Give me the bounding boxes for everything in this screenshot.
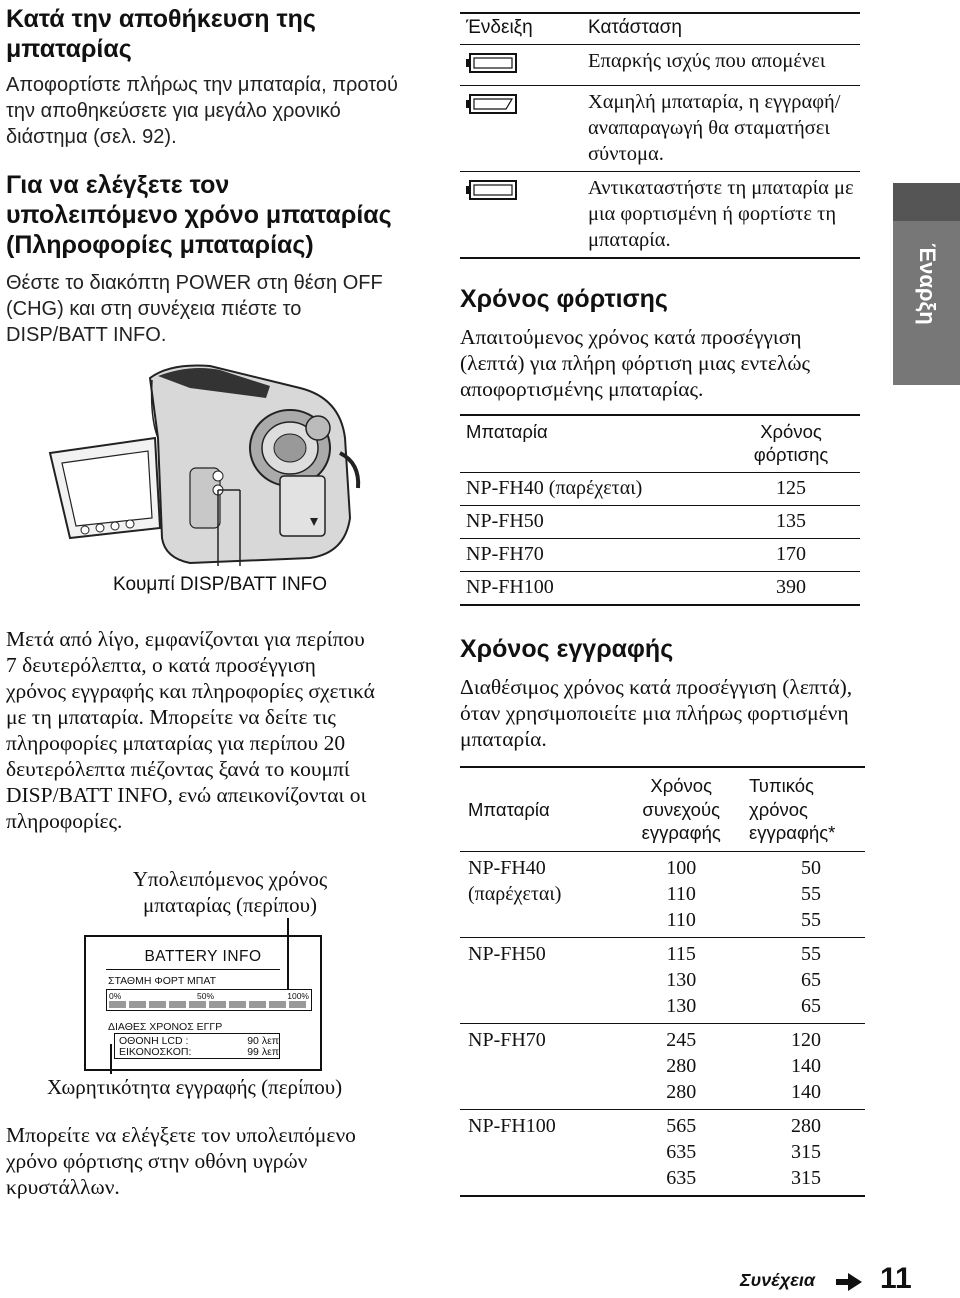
indicator-cell-icon — [460, 45, 582, 86]
indicator-cell-icon — [460, 172, 582, 259]
recording-text: Διαθέσιμος χρόνος κατά προσέγγιση (λεπτά), όταν χρησιμοποιείτε μια πλήρως φορτισμένη μπαταρία. — [460, 675, 853, 751]
charging-header-row — [460, 415, 860, 473]
recording-continuous-cell — [617, 1109, 745, 1196]
charging-time: 135 — [722, 506, 860, 539]
recording-typical-value: 140 — [791, 1080, 821, 1103]
recording-continuous-value: 130 — [666, 968, 697, 991]
charging-time: 125 — [722, 473, 860, 506]
indicator-row — [460, 86, 860, 172]
recording-header-typ-text: Τυπικός χρόνος εγγραφής* — [749, 775, 836, 843]
lcd-battery-bar — [108, 1001, 308, 1008]
storage-heading: Κατά την αποθήκευση της μπαταρίας — [6, 5, 316, 63]
charging-header-battery: Μπαταρία — [460, 415, 722, 473]
lcd-bar-segment — [229, 1001, 246, 1008]
camcorder-drawing — [40, 358, 370, 573]
lcd-bar-segment — [169, 1001, 186, 1008]
recording-row — [460, 1109, 865, 1196]
recording-continuous-cell — [617, 937, 745, 1023]
lcd-bar-segment — [269, 1001, 286, 1008]
recording-continuous-value: 280 — [666, 1080, 697, 1103]
battery-full-icon — [466, 52, 518, 74]
recording-heading: Χρόνος εγγραφής — [460, 635, 674, 663]
indicator-status: Χαμηλή μπαταρία, η εγγραφή/αναπαραγωγή θα σταματήσει σύντομα. — [582, 86, 860, 172]
side-tab-marker — [893, 183, 960, 221]
charging-header-time — [722, 415, 860, 473]
final-text: Μπορείτε να ελέγξετε τον υπολειπόμενο χρόνο φόρτισης στην οθόνη υγρών κρυστάλλων. — [6, 1123, 356, 1199]
recording-typical-value: 315 — [791, 1166, 821, 1189]
lcd-bar-segment — [249, 1001, 266, 1008]
lcd-vf-label: ΕΙΚΟΝΟΣΚΟΠ: — [119, 1046, 192, 1058]
charging-battery: NP-FH40 (παρέχεται) — [460, 473, 722, 506]
charging-row — [460, 473, 860, 506]
recording-battery: NP-FH70 — [460, 1023, 617, 1109]
camera-caption: Κουμπί DISP/BATT INFO — [113, 574, 328, 595]
recording-header-typ — [745, 767, 865, 851]
battery-low-icon — [466, 93, 518, 115]
indicator-header-status: Κατάσταση — [582, 13, 860, 45]
indicator-status: Επαρκής ισχύς που απομένει — [582, 45, 860, 86]
lcd-row-vf — [119, 1046, 191, 1058]
charging-time: 390 — [722, 572, 860, 606]
recording-typical-cell — [745, 851, 865, 937]
recording-continuous-value: 100 — [666, 856, 697, 879]
recording-battery: NP-FH100 — [460, 1109, 617, 1196]
recording-battery: NP-FH40 (παρέχεται) — [460, 851, 617, 937]
indicator-header-indicator: Ένδειξη — [460, 13, 582, 45]
indicator-header-row — [460, 13, 860, 45]
recording-continuous-value: 130 — [666, 994, 697, 1017]
recording-continuous-value: 115 — [666, 942, 696, 965]
recording-typical-value: 280 — [791, 1114, 821, 1137]
camcorder-illustration — [40, 358, 370, 573]
arrow-right-icon — [836, 1273, 862, 1291]
charging-battery: NP-FH100 — [460, 572, 722, 606]
recording-typical-value: 55 — [801, 882, 821, 905]
indicator-status: Αντικαταστήστε τη μπαταρία με μια φορτισμένη ή φορτίστε τη μπαταρία. — [582, 172, 860, 259]
recording-row — [460, 937, 865, 1023]
right-column — [460, 12, 870, 1197]
charging-row — [460, 572, 860, 606]
charging-battery: NP-FH50 — [460, 506, 722, 539]
lcd-bar-segment — [149, 1001, 166, 1008]
recording-header-cont — [617, 767, 745, 851]
recording-typical-value: 140 — [791, 1054, 821, 1077]
lcd-lcd-label: ΟΘΟΝΗ LCD : — [119, 1035, 189, 1047]
after-text: Μετά από λίγο, εμφανίζονται για περίπου 7 δευτερόλεπτα, ο κατά προσέγγιση χρόνος εγγραφής και πληροφορίες σχετικά με τη μπαταρία. Μπορείτε να δείτε τις πληροφορίες μπαταρίας για περίπου 20 δευτερόλεπτα πιέζοντας ξανά το κουμπί DISP/BATT INFO, ενώ απεικονίζονται οι πληροφορίες. — [6, 627, 375, 833]
lcd-bar-segment — [109, 1001, 126, 1008]
recording-header-battery: Μπαταρία — [460, 767, 617, 851]
indicator-cell-icon — [460, 86, 582, 172]
callout-line-capacity — [110, 1044, 112, 1074]
recording-typical-value: 55 — [801, 942, 821, 965]
lcd-scale-50: 50% — [197, 991, 215, 1001]
battery-info-screen — [84, 935, 322, 1071]
lcd-vf-value: 99 λεπ — [247, 1046, 279, 1058]
lcd-bar-segment — [129, 1001, 146, 1008]
recording-battery: NP-FH50 — [460, 937, 617, 1023]
recording-continuous-value: 245 — [666, 1028, 697, 1051]
side-tab-label: Έναρξη — [914, 243, 940, 325]
recording-continuous-cell — [617, 851, 745, 937]
indicator-row — [460, 172, 860, 259]
charging-table — [460, 414, 860, 606]
recording-typical-value: 315 — [791, 1140, 821, 1163]
page-number: 11 — [880, 1262, 912, 1295]
check-heading: Για να ελέγξετε τον υπολειπόμενο χρόνο μπαταρίας (Πληροφορίες μπαταρίας) — [6, 171, 392, 259]
recording-table — [460, 766, 865, 1197]
lcd-scale-0: 0% — [109, 991, 122, 1001]
recording-typical-cell — [745, 1023, 865, 1109]
lcd-level-label: ΣΤΑΘΜΗ ΦΟΡΤ ΜΠΑΤ — [108, 975, 216, 987]
recording-continuous-value: 565 — [666, 1114, 697, 1137]
lcd-scale-100: 100% — [287, 991, 309, 1001]
footer — [700, 1262, 940, 1298]
check-text: Θέστε το διακόπτη POWER στη θέση OFF (CHG) και στη συνέχεια πιέστε το DISP/BATT INFO. — [6, 272, 383, 346]
recording-continuous-cell — [617, 1023, 745, 1109]
recording-typical-value: 50 — [801, 856, 821, 879]
recording-continuous-value: 280 — [666, 1054, 697, 1077]
remaining-label — [110, 866, 350, 918]
continue-label: Συνέχεια — [740, 1270, 816, 1290]
charging-row — [460, 506, 860, 539]
side-tab — [893, 183, 960, 385]
remaining-label-text: Υπολειπόμενος χρόνος μπαταρίας (περίπου) — [132, 867, 328, 917]
indicator-row — [460, 45, 860, 86]
charging-heading: Χρόνος φόρτισης — [460, 285, 668, 313]
recording-header-cont-text: Χρόνος συνεχούς εγγραφής — [641, 775, 721, 843]
recording-continuous-value: 110 — [666, 908, 696, 931]
battery-blinking-icon — [466, 179, 518, 201]
lcd-title-underline — [106, 969, 280, 970]
charging-text: Απαιτούμενος χρόνος κατά προσέγγιση (λεπτά) για πλήρη φόρτιση μιας εντελώς αποφορτισμένης μπαταρίας. — [460, 325, 811, 401]
recording-row — [460, 851, 865, 937]
lcd-rec-box — [114, 1033, 280, 1059]
recording-header-row — [460, 767, 865, 851]
storage-text: Αποφορτίστε πλήρως την μπαταρία, προτού την αποθηκεύσετε για μεγάλο χρονικό διάστημα (σελ. 92). — [6, 74, 398, 148]
lcd-bar-segment — [189, 1001, 206, 1008]
lcd-bar-segment — [289, 1001, 306, 1008]
recording-continuous-value: 635 — [666, 1140, 697, 1163]
left-column — [6, 4, 426, 348]
indicator-table — [460, 12, 860, 259]
recording-typical-value: 120 — [791, 1028, 821, 1051]
recording-row — [460, 1023, 865, 1109]
lcd-bar-segment — [209, 1001, 226, 1008]
lcd-title: BATTERY INFO — [144, 948, 262, 965]
lcd-rec-time-label: ΔΙΑΘΕΣ ΧΡΟΝΟΣ ΕΓΓΡ — [108, 1021, 223, 1033]
recording-typical-cell — [745, 937, 865, 1023]
recording-continuous-value: 635 — [666, 1166, 697, 1189]
recording-typical-cell — [745, 1109, 865, 1196]
charging-row — [460, 539, 860, 572]
recording-typical-value: 55 — [801, 908, 821, 931]
charging-header-time-text: Χρόνος φόρτισης — [753, 421, 829, 465]
capacity-label: Χωρητικότητα εγγραφής (περίπου) — [47, 1075, 343, 1099]
recording-continuous-value: 110 — [666, 882, 696, 905]
lcd-lcd-value: 90 λεπ — [247, 1035, 279, 1047]
charging-battery: NP-FH70 — [460, 539, 722, 572]
recording-typical-value: 65 — [801, 994, 821, 1017]
recording-typical-value: 65 — [801, 968, 821, 991]
charging-time: 170 — [722, 539, 860, 572]
